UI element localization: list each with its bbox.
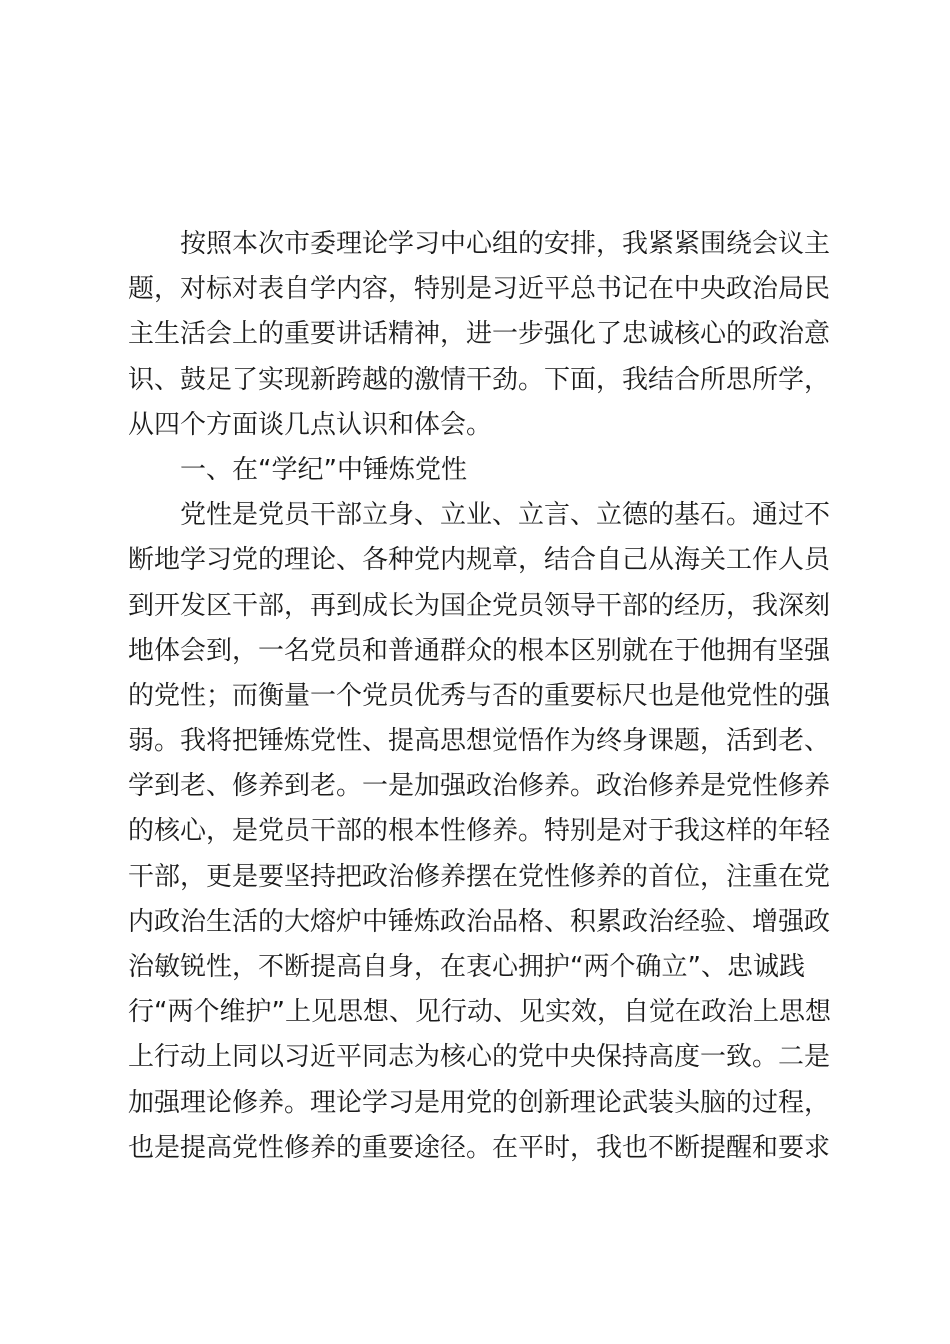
text-line: 内政治生活的大熔炉中锤炼政治品格、积累政治经验、增强政 [128,906,831,937]
text-line: 按照本次市委理论学习中心组的安排，我紧紧围绕会议主 [180,229,831,259]
text-line: 主生活会上的重要讲话精神，进一步强化了忠诚核心的政治意 [128,319,831,350]
text-line: 的党性；而衡量一个党员优秀与否的重要标尺也是他党性的强 [128,680,831,711]
text-line: 上行动上同以习近平同志为核心的党中央保持高度一致。二是 [128,1042,831,1073]
text-line: 党性是党员干部立身、立业、立言、立德的基石。通过不 [180,500,831,531]
text-line: 也是提高党性修养的重要途径。在平时，我也不断提醒和要求 [128,1132,831,1163]
text-line: 行“两个维护”上见思想、见行动、见实效，自觉在政治上思想 [128,997,831,1028]
text-line: 到开发区干部，再到成长为国企党员领导干部的经历，我深刻 [128,590,831,621]
text-line: 的核心，是党员干部的根本性修养。特别是对于我这样的年轻 [128,816,831,847]
text-line: 地体会到，一名党员和普通群众的根本区别就在于他拥有坚强 [128,635,831,666]
text-line: 题，对标对表自学内容，特别是习近平总书记在中央政治局民 [128,274,831,305]
text-line: 识、鼓足了实现新跨越的激情干劲。下面，我结合所思所学， [128,364,831,395]
text-line: 干部，更是要坚持把政治修养摆在党性修养的首位，注重在党 [128,861,831,892]
text-line: 从四个方面谈几点认识和体会。 [128,409,493,440]
text-line: 断地学习党的理论、各种党内规章，结合自己从海关工作人员 [128,545,831,576]
document-body [128,222,831,1171]
text-line: 弱。我将把锤炼党性、提高思想觉悟作为终身课题，活到老、 [128,726,831,757]
text-line: 学到老、修养到老。一是加强政治修养。政治修养是党性修养 [128,771,831,802]
text-line: 加强理论修养。理论学习是用党的创新理论武装头脑的过程， [128,1087,831,1118]
intro-paragraph [128,222,831,448]
text-line: 治敏锐性，不断提高自身，在衷心拥护“两个确立”、忠诚践 [128,952,805,982]
body-paragraph [128,493,831,1171]
section-heading: 一、在“学纪”中锤炼党性 [180,454,467,485]
